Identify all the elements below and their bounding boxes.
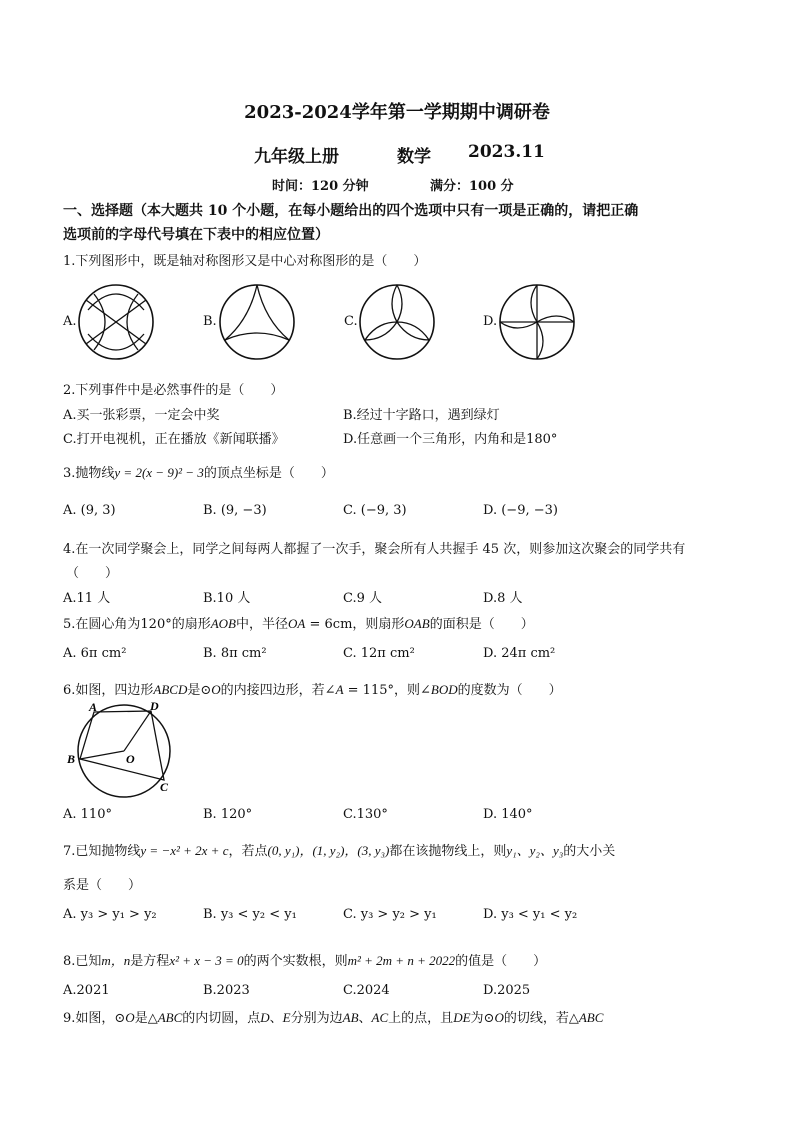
q9-var-abc2: ABC: [578, 1010, 604, 1025]
q9-text-g: 上的点，且: [388, 1011, 454, 1026]
q9-var-ac: AC: [371, 1010, 389, 1025]
q2-option-a: A.买一张彩票，一定会中奖: [63, 408, 220, 423]
q6-option-a: A. 110°: [63, 807, 112, 822]
q6-text-d: = 115°，则∠: [343, 683, 431, 698]
q9-text-b: 是△: [134, 1011, 158, 1026]
q3-formula: y = 2(x − 9)² − 3: [114, 465, 204, 480]
date-label: 2023.11: [468, 142, 545, 162]
q9-var-o: O: [125, 1010, 135, 1025]
q3-option-a: A. (9, 3): [63, 503, 116, 518]
q5-text-a: 5.在圆心角为120°的扇形: [63, 617, 211, 632]
q6-label-o: O: [126, 752, 135, 766]
q9-var-o2: O: [494, 1010, 504, 1025]
question-7-line1: [63, 840, 615, 859]
q5-text-d: 的面积是（ ）: [429, 617, 534, 632]
q5-text-c: = 6cm，则扇形: [305, 617, 405, 632]
subject-label: 数学: [397, 147, 431, 167]
question-6: [63, 679, 562, 698]
q7-option-d: D. y₃ < y₁ < y₂: [483, 907, 578, 922]
q5-text-b: 中，半径: [236, 617, 289, 632]
q1-option-c-label: C.: [344, 314, 358, 329]
question-9: [63, 1007, 603, 1026]
q6-var-bod: BOD: [430, 682, 458, 697]
q6-var-abcd: ABCD: [153, 682, 188, 697]
q6-var-o: O: [211, 682, 221, 697]
q8-option-b: B.2023: [203, 983, 250, 998]
q9-var-ab: AB: [342, 1010, 359, 1025]
q6-text-b: 是⊙: [187, 683, 212, 698]
q8-formula2: m² + 2m + n + 2022: [347, 953, 456, 968]
q7-text-c: 都在该抛物线上，则: [389, 844, 507, 859]
q2-option-d: D.任意画一个三角形，内角和是180°: [343, 432, 558, 447]
q5-option-c: C. 12π cm²: [343, 646, 415, 661]
q1-option-d-figure: [497, 282, 577, 362]
q7-text-b: ，若点: [228, 844, 268, 859]
question-8: [63, 950, 546, 969]
q5-option-a: A. 6π cm²: [63, 646, 127, 661]
q9-text-e: 分别为边: [290, 1011, 343, 1026]
question-2: 2.下列事件中是必然事件的是（ ）: [63, 383, 284, 398]
q4-option-d: D.8 人: [483, 591, 523, 606]
q6-figure: [64, 699, 184, 799]
q4-option-b: B.10 人: [203, 591, 251, 606]
q8-option-a: A.2021: [63, 983, 110, 998]
q6-text-a: 6.如图，四边形: [63, 683, 154, 698]
q8-text-c: 的两个实数根，则: [243, 954, 348, 969]
question-3: [63, 462, 334, 481]
q3-option-b: B. (9, −3): [203, 503, 267, 518]
time-label: 时间：120 分钟: [272, 179, 369, 194]
q7-option-b: B. y₃ < y₂ < y₁: [203, 907, 297, 922]
q8-option-c: C.2024: [343, 983, 390, 998]
grade-label: 九年级上册: [254, 147, 339, 167]
page-title: 2023-2024学年第一学期期中调研卷: [244, 102, 550, 123]
q4-option-a: A.11 人: [63, 591, 111, 606]
q7-option-c: C. y₃ > y₂ > y₁: [343, 907, 437, 922]
q5-var-aob: AOB: [210, 616, 236, 631]
q2-option-b: B.经过十字路口，遇到绿灯: [343, 408, 500, 423]
q1-option-b-label: B.: [203, 314, 217, 329]
q8-formula1: x² + x − 3 = 0: [169, 953, 244, 968]
q6-label-c: C: [160, 780, 169, 794]
q4-option-c: C.9 人: [343, 591, 383, 606]
q6-text-e: 的度数为（ ）: [457, 683, 562, 698]
section-heading-line1: 一、选择题（本大题共 10 个小题，在每小题给出的四个选项中只有一项是正确的，请把正确: [63, 203, 639, 219]
q9-text-d: 、: [269, 1011, 283, 1026]
q6-text-c: 的内接四边形，若∠: [220, 683, 336, 698]
question-7-line2: 系是（ ）: [63, 878, 142, 893]
question-1: 1.下列图形中，既是轴对称图形又是中心对称图形的是（ ）: [63, 254, 427, 269]
q8-text-a: 8.已知: [63, 954, 102, 969]
q6-option-b: B. 120°: [203, 807, 253, 822]
question-4-line1: 4.在一次同学聚会上，同学之间每两人都握了一次手，聚会所有人共握手 45 次，则参加这次聚会的同学共有: [63, 542, 686, 557]
q7-text-a: 7.已知抛物线: [63, 844, 141, 859]
q1-option-a-label: A.: [63, 314, 77, 329]
q3-option-d: D. (−9, −3): [483, 503, 558, 518]
q6-option-d: D. 140°: [483, 807, 533, 822]
q3-text-post: 的顶点坐标是（ ）: [203, 466, 334, 481]
q3-option-c: C. (−9, 3): [343, 503, 407, 518]
q8-text-d: 的值是（ ）: [455, 954, 547, 969]
q7-option-a: A. y₃ > y₁ > y₂: [63, 907, 157, 922]
q9-text-a: 9.如图，⊙: [63, 1011, 126, 1026]
q5-var-oab: OAB: [404, 616, 430, 631]
q1-option-d-label: D.: [483, 314, 498, 329]
q6-option-c: C.130°: [343, 807, 388, 822]
q9-text-i: 的切线，若△: [503, 1011, 579, 1026]
q5-var-oa: OA: [288, 616, 306, 631]
q8-text-b: 是方程: [130, 954, 170, 969]
q8-option-d: D.2025: [483, 983, 531, 998]
q7-points: (0, y₁)，(1, y₂)，(3, y₃): [267, 843, 390, 858]
q5-option-d: D. 24π cm²: [483, 646, 556, 661]
section-heading-line2: 选项前的字母代号填在下表中的相应位置）: [63, 227, 329, 243]
q9-var-abc: ABC: [157, 1010, 183, 1025]
q3-text-pre: 3.抛物线: [63, 466, 115, 481]
q8-vars: m，n: [101, 953, 131, 968]
q1-option-b-figure: [217, 282, 297, 362]
q7-vars: y₁、y₂、y₃: [506, 843, 564, 858]
q5-option-b: B. 8π cm²: [203, 646, 267, 661]
question-5: [63, 613, 534, 632]
q7-text-d: 的大小关: [563, 844, 616, 859]
q9-var-de: DE: [453, 1010, 471, 1025]
score-label: 满分：100 分: [430, 179, 514, 194]
q9-text-h: 为⊙: [470, 1011, 495, 1026]
q9-text-f: 、: [358, 1011, 372, 1026]
q9-var-e: E: [282, 1010, 291, 1025]
q1-option-c-figure: [357, 282, 437, 362]
q6-label-a: A: [89, 700, 98, 714]
q6-var-a: A: [335, 682, 344, 697]
q1-option-a-figure: [76, 282, 156, 362]
question-4-line2: （ ）: [66, 566, 119, 581]
q2-option-c: C.打开电视机，正在播放《新闻联播》: [63, 432, 285, 447]
q9-text-c: 的内切圆，点: [182, 1011, 261, 1026]
q9-var-d: D: [260, 1010, 270, 1025]
q6-label-d: D: [150, 699, 159, 713]
q7-formula: y = −x² + 2x + c: [140, 843, 229, 858]
q6-label-b: B: [67, 752, 76, 766]
